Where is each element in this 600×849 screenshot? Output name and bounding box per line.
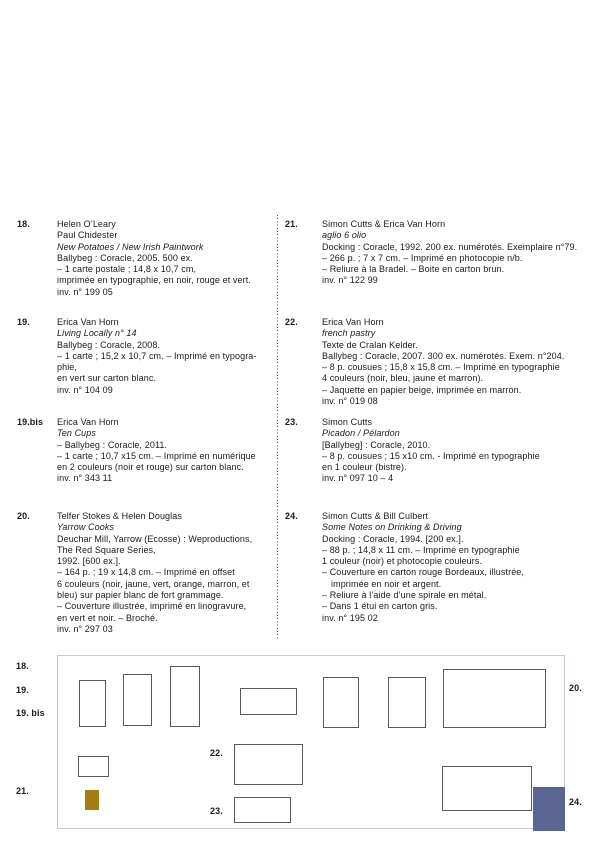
entry-line: [Ballybeg] : Coracle, 2010. [322,439,431,450]
entry-line: – Reliure à la Bradel. – Boite en carton brun. [322,264,505,275]
entry-line: Deuchar Mill, Yarrow (Ecosse) : Weproductions, [57,533,253,544]
entry-line: The Red Square Series, [57,544,156,555]
entry-line: en vert et noir. – Broché. [57,612,158,623]
book-outline-9 [388,677,426,728]
entry-line: aglio 6 olio [322,230,367,241]
entry-line: inv. n° 343 11 [57,473,113,484]
entry-19bis [57,417,256,485]
entry-24 [322,511,524,624]
entry-line: – Couverture illustrée, imprimé en linogravure, [57,601,247,612]
entry-line: imprimée en noir et argent. [331,578,442,589]
diagram-label-20: 20. [569,683,582,693]
entry-line: New Potatoes / New Irish Paintwork [57,241,204,252]
entry-number-18: 18. [17,219,30,229]
book-outline-11 [442,766,532,811]
diagram-label-18: 18. [16,661,29,671]
entry-20 [57,511,252,635]
book-outline-5 [78,756,109,777]
entry-line: Yarrow Cooks [57,522,115,533]
entry-line: imprimée en typographie, en noir, rouge et vert. [57,275,251,286]
entry-18 [57,219,251,298]
book-outline-4 [240,688,297,715]
entry-line: inv. n° 195 02 [322,612,378,623]
entry-line: french pastry [322,328,376,339]
entry-line: Erica Van Horn [57,417,119,427]
entry-line: phie, [57,362,78,373]
diagram-label-22: 22. [210,748,223,758]
column-separator [277,215,278,640]
entry-line: en vert sur carton blanc. [57,373,157,384]
diagram-label-21: 21. [16,786,29,796]
entry-line: – Reliure à l’aide d’une spirale en métal. [322,590,487,601]
entry-line: inv. n° 019 08 [322,396,378,407]
entry-19 [57,317,257,396]
entry-line: Telfer Stokes & Helen Douglas [57,511,182,521]
entry-line: – 1 carte ; 10,7 x15 cm. – Imprimé en numérique [57,450,256,461]
entry-line: – Couverture en carton rouge Bordeaux, illustrée, [322,567,525,578]
entry-line: Some Notes on Drinking & Driving [322,522,462,533]
gold-book-rect [85,790,99,810]
entry-number-19: 19. [17,317,30,327]
blue-book-rect [533,787,565,831]
entry-number-24: 24. [285,511,298,521]
entry-line: inv. n° 297 03 [57,623,113,634]
entry-line: – 1 carte ; 15,2 x 10,7 cm. – Imprimé en typogra- [57,350,257,361]
entry-line: 1 couleur (noir) et photocopie couleurs. [322,556,483,567]
entry-line: Erica Van Horn [57,317,119,327]
entry-21 [322,219,577,287]
entry-number-21: 21. [285,219,298,229]
book-outline-6 [234,744,303,785]
entry-line: en 2 couleurs (noir et rouge) sur carton blanc. [57,462,244,473]
entry-line: Ballybeg : Coracle, 2005. 500 ex. [57,252,193,263]
entry-line: bleu) sur papier blanc de fort grammage. [57,590,224,601]
entry-line: en 1 couleur (bistre). [322,462,407,473]
entry-line: – 266 p. ; 7 x 7 cm. – Imprimé en photocopie n/b. [322,252,523,263]
diagram-label-23: 23. [210,806,223,816]
entry-number-23: 23. [285,417,298,427]
entry-line: Simon Cutts & Erica Van Horn [322,219,446,229]
entry-line: – 8 p. cousues ; 15 x10 cm. - Imprimé en typographie [322,450,540,461]
entry-line: Ballybeg : Coracle, 2007. 300 ex. numérotés. Exem. n°204. [322,350,565,361]
entry-line: Simon Cutts & Bill Culbert [322,511,429,521]
entry-line: – Dans 1 étui en carton gris. [322,601,438,612]
entry-22 [322,317,564,407]
entry-line: Docking : Coracle, 1992. 200 ex. numérotés. Exemplaire n°79. [322,241,578,252]
entry-line: inv. n° 097 10 – 4 [322,473,394,484]
entry-line: – Jaquette en papier beige, imprimée en marron. [322,384,522,395]
entry-line: – Ballybeg : Coracle, 2011. [57,439,168,450]
book-outline-2 [123,674,152,726]
entry-number-19bis: 19.bis [17,417,44,427]
book-outline-7 [234,797,291,823]
entry-line: – 8 p. cousues ; 15,8 x 15,8 cm. – Imprimé en typographie [322,362,560,373]
book-outline-8 [323,677,359,728]
entry-line: Picadon / Pélardon [322,428,400,439]
entry-23 [322,417,540,485]
entry-line: Ten Cups [57,428,96,439]
diagram-label-19: 19. [16,685,29,695]
entry-number-22: 22. [285,317,298,327]
entry-line: Simon Cutts [322,417,373,427]
entry-line: 4 couleurs (noir, bleu, jaune et marron). [322,373,484,384]
entry-line: 6 couleurs (noir, jaune, vert, orange, marron, et [57,578,250,589]
entry-line: Erica Van Horn [322,317,384,327]
entry-line: inv. n° 199 05 [57,286,113,297]
entry-line: Ballybeg : Coracle, 2008. [57,339,161,350]
entry-line: Texte de Cralan Kelder. [322,339,418,350]
entry-line: Helen O’Leary [57,219,116,229]
entry-line: – 1 carte postale ; 14,8 x 10,7 cm, [57,264,197,275]
diagram-label-24: 24. [569,797,582,807]
entry-line: inv. n° 122 99 [322,275,378,286]
diagram-label-19bis: 19. bis [16,708,45,718]
book-outline-10 [443,669,546,728]
entry-line: – 164 p. ; 19 x 14,8 cm. – Imprimé en offset [57,567,235,578]
entry-line: Docking : Coracle, 1994. [200 ex.]. [322,533,464,544]
book-outline-1 [79,680,106,727]
entry-line: inv. n° 104 09 [57,384,113,395]
entry-number-20: 20. [17,511,30,521]
book-outline-3 [170,666,200,727]
entry-line: Paul Chidester [57,230,118,241]
entry-line: – 88 p. ; 14,8 x 11 cm. – Imprimé en typographie [322,544,520,555]
entry-line: Living Locally n° 14 [57,328,137,339]
entry-line: 1992. [600 ex.]. [57,556,121,567]
